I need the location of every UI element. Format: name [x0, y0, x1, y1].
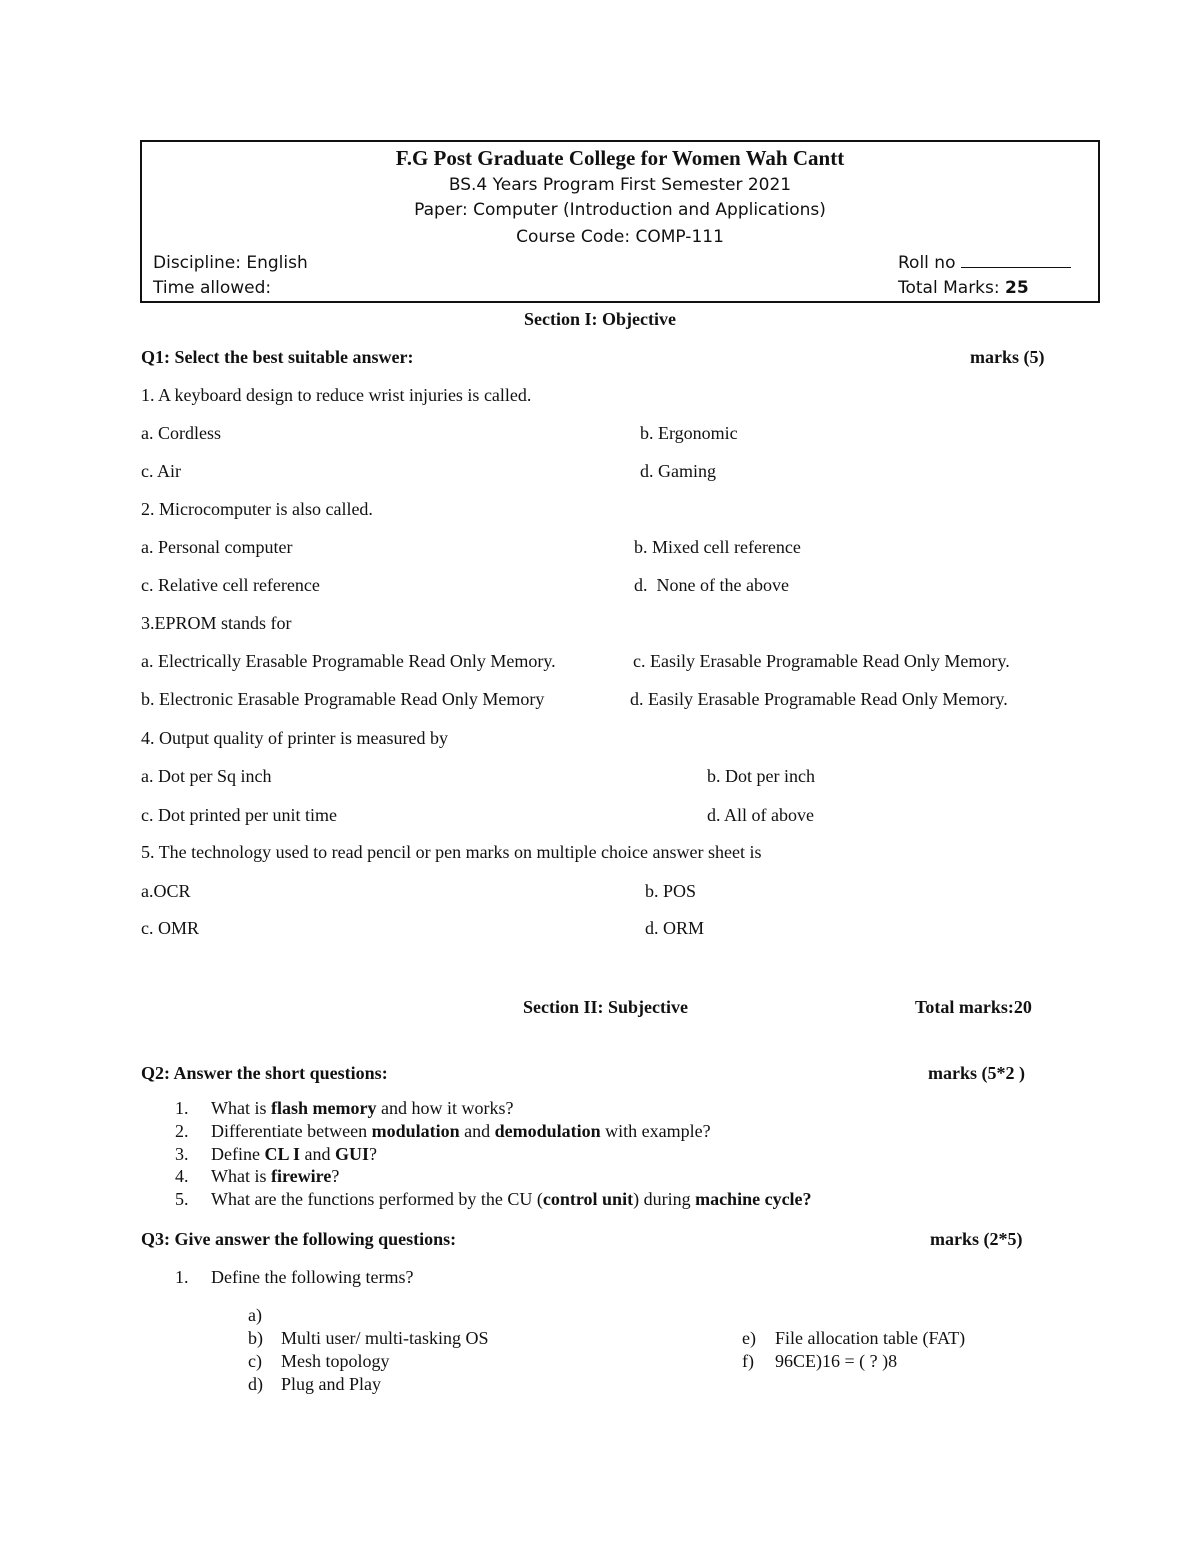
- question-4-option-d: d. All of above: [707, 805, 814, 825]
- question-2-stem: 2. Microcomputer is also called.: [141, 499, 373, 519]
- roll-no-line: [898, 253, 1071, 273]
- section-2-total-marks: Total marks:20: [915, 997, 1032, 1017]
- roll-no-label: Roll no: [898, 253, 956, 273]
- discipline-value: English: [246, 253, 308, 273]
- q2-item: 5. What are the functions performed by the CU (control unit) during machine cycle?: [175, 1189, 812, 1210]
- question-5-option-d: d. ORM: [645, 918, 705, 938]
- q3-item-1: 1. Define the following terms?: [175, 1267, 414, 1287]
- q2-item: 2. Differentiate between modulation and demodulation with example?: [175, 1120, 711, 1141]
- question-5-option-a: a.OCR: [141, 881, 191, 901]
- question-1-option-a: a. Cordless: [141, 423, 221, 443]
- term-b: b) Multi user/ multi-tasking OS: [248, 1328, 489, 1348]
- q2-title: Q2: Answer the short questions:: [141, 1063, 388, 1083]
- q2-item: 3. Define CL I and GUI?: [175, 1143, 378, 1164]
- question-4-option-c: c. Dot printed per unit time: [141, 805, 337, 825]
- q3-title: Q3: Give answer the following questions:: [141, 1229, 457, 1249]
- paper-label: Paper:: [414, 200, 468, 220]
- total-marks-line: [898, 278, 1029, 298]
- question-3-option-b: b. Electronic Erasable Programable Read Only Memory: [141, 689, 545, 709]
- q2-question-list: [175, 1098, 812, 1212]
- program-line: BS.4 Years Program First Semester 2021: [448, 175, 792, 195]
- q2-marks: marks (5*2 ): [928, 1063, 1025, 1083]
- term-e: e) File allocation table (FAT): [742, 1328, 966, 1348]
- college-name: F.G Post Graduate College for Women Wah Cantt: [395, 146, 845, 170]
- section-2-title: Section II: Subjective: [523, 997, 688, 1017]
- question-3-option-c: c. Easily Erasable Programable Read Only Memory.: [633, 651, 1010, 671]
- course-code-value: COMP-111: [635, 227, 724, 247]
- question-5-stem: 5. The technology used to read pencil or pen marks on multiple choice answer sheet is: [141, 842, 762, 862]
- question-1-stem: 1. A keyboard design to reduce wrist injuries is called.: [141, 385, 532, 405]
- section-1-title: Section I: Objective: [524, 309, 676, 329]
- question-4-option-b: b. Dot per inch: [707, 766, 815, 786]
- q1-marks: marks (5): [970, 347, 1045, 367]
- course-code-label: Course Code:: [516, 227, 631, 247]
- question-1-option-d: d. Gaming: [640, 461, 716, 481]
- course-code-line: [142, 227, 1098, 247]
- paper-value: Computer (Introduction and Applications): [473, 200, 826, 220]
- q3-marks: marks (2*5): [930, 1229, 1023, 1249]
- question-4-option-a: a. Dot per Sq inch: [141, 766, 272, 786]
- term-c: c) Mesh topology: [248, 1351, 390, 1371]
- discipline-label: Discipline:: [153, 253, 241, 273]
- term-f: f) 96CE)16 = ( ? )8: [742, 1351, 898, 1371]
- question-1-option-b: b. Ergonomic: [640, 423, 738, 443]
- question-4-stem: 4. Output quality of printer is measured by: [141, 728, 448, 748]
- question-2-option-c: c. Relative cell reference: [141, 575, 320, 595]
- q1-title: Q1: Select the best suitable answer:: [141, 347, 414, 367]
- question-1-option-c: c. Air: [141, 461, 181, 481]
- question-3-option-a: a. Electrically Erasable Programable Read Only Memory.: [141, 651, 556, 671]
- question-3-stem: 3.EPROM stands for: [141, 613, 292, 633]
- term-d: d) Plug and Play: [248, 1374, 382, 1394]
- question-5-option-c: c. OMR: [141, 918, 199, 938]
- total-marks-value: 25: [1005, 278, 1029, 298]
- discipline-line: [153, 253, 308, 273]
- time-allowed: Time allowed:: [153, 278, 272, 298]
- question-2-option-a: a. Personal computer: [141, 537, 293, 557]
- total-marks-label: Total Marks:: [898, 278, 1000, 298]
- term-a: a): [248, 1305, 262, 1325]
- exam-header-box: [140, 140, 1100, 303]
- question-5-option-b: b. POS: [645, 881, 697, 901]
- q2-item: 4. What is firewire?: [175, 1166, 340, 1187]
- roll-no-blank: [961, 253, 1071, 268]
- question-2-option-d: d. None of the above: [634, 575, 789, 595]
- paper-line: [142, 200, 1098, 220]
- question-2-option-b: b. Mixed cell reference: [634, 537, 801, 557]
- question-3-option-d: d. Easily Erasable Programable Read Only Memory.: [630, 689, 1008, 709]
- q2-item: 1. What is flash memory and how it works?: [175, 1098, 514, 1118]
